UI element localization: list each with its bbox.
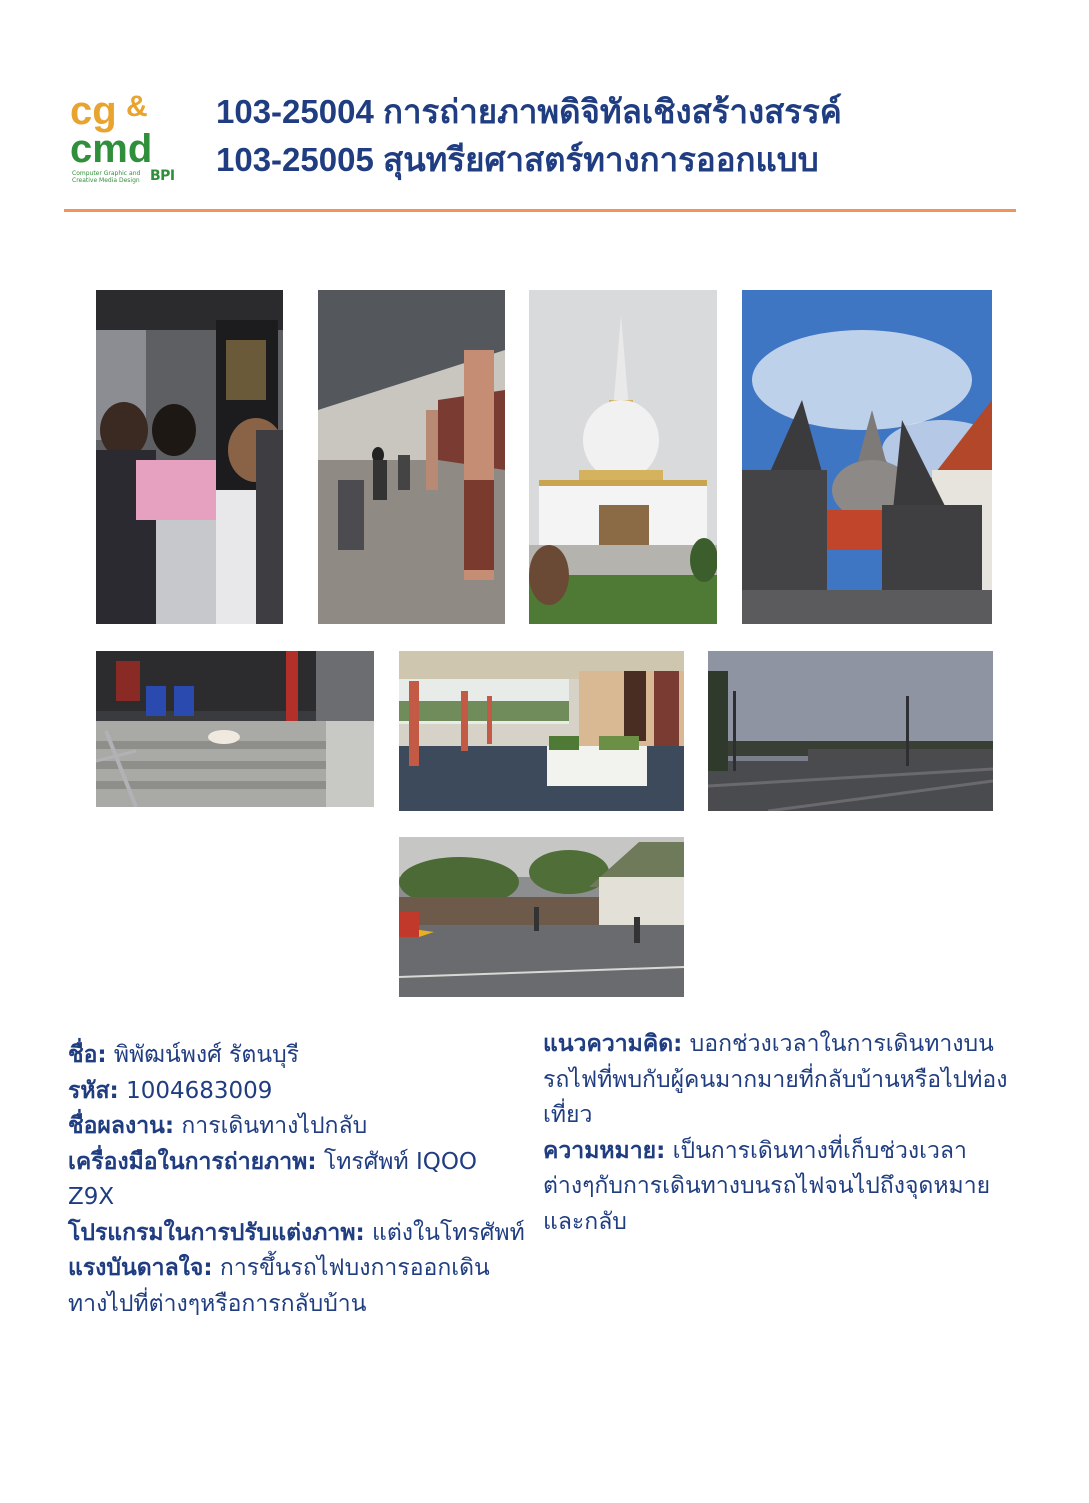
work-value: การเดินทางไปกลับ xyxy=(174,1113,368,1139)
photo-dog-on-station-steps xyxy=(96,651,374,807)
logo-subtitle: Computer Graphic and Creative Media Design xyxy=(72,170,141,184)
page-title xyxy=(216,88,842,184)
program-value: แต่งในโทรศัพท์ xyxy=(364,1219,525,1246)
info-left-column xyxy=(68,1038,528,1322)
meaning-field xyxy=(543,1134,1013,1241)
tool-label: เครื่องมือในการถ่ายภาพ: xyxy=(68,1148,317,1175)
info-right-column xyxy=(543,1027,1013,1240)
svg-text:cg: cg xyxy=(70,89,117,133)
svg-text:cmd: cmd xyxy=(70,127,153,166)
tool-value: โทรศัพท์ IQOO Z9X xyxy=(68,1148,478,1210)
work-label: ชื่อผลงาน: xyxy=(68,1113,175,1139)
meaning-value: เป็นการเดินทางที่เก็บช่วงเวลาต่างๆกับการเดินทางบนรถไฟจนไปถึงจุดหมายและกลับ xyxy=(543,1137,991,1235)
photo-passengers-inside-train xyxy=(96,290,283,624)
logo-brand: BPI xyxy=(150,168,175,184)
header-divider xyxy=(64,209,1016,212)
inspiration-field xyxy=(68,1251,528,1322)
cg-cmd-logo-mark xyxy=(70,86,182,166)
id-label: รหัส: xyxy=(68,1077,119,1104)
photo-white-stupa-temple xyxy=(529,290,717,624)
work-field xyxy=(68,1109,528,1145)
concept-value: บอกช่วงเวลาในการเดินทางบนรถไฟที่พบกับผู้คนมากมายที่กลับบ้านหรือไปท่องเที่ยว xyxy=(543,1031,1008,1128)
concept-field xyxy=(543,1027,1013,1134)
id-value: 1004683009 xyxy=(118,1077,273,1104)
inspiration-value: การขึ้นรถไฟบงการออกเดินทางไปที่ต่างๆหรือการกลับบ้าน xyxy=(68,1255,490,1317)
name-label: ชื่อ: xyxy=(68,1042,107,1068)
photo-station-walkway-with-pillars xyxy=(399,651,684,811)
tool-field xyxy=(68,1145,528,1216)
svg-text:&: & xyxy=(126,90,148,123)
course-title-1: 103-25004 การถ่ายภาพดิจิทัลเชิงสร้างสรรค์ xyxy=(216,93,842,130)
inspiration-label: แรงบันดาลใจ: xyxy=(68,1255,213,1281)
photo-railway-tracks-at-dusk xyxy=(708,651,993,811)
meaning-label: ความหมาย: xyxy=(543,1137,666,1164)
name-field xyxy=(68,1038,528,1074)
program-field xyxy=(68,1216,528,1252)
name-value: พิพัฒน์พงศ์ รัตนบุรี xyxy=(106,1042,300,1068)
course-title-2: 103-25005 สุนทรียศาสตร์ทางการออกแบบ xyxy=(216,141,819,178)
id-field xyxy=(68,1074,528,1110)
program-label: โปรแกรมในการปรับแต่งภาพ: xyxy=(68,1219,365,1246)
concept-label: แนวความคิด: xyxy=(543,1031,683,1057)
photo-train-station-platform xyxy=(318,290,505,624)
photo-station-yard-with-people xyxy=(399,837,684,997)
photo-dark-chedis-against-sky xyxy=(742,290,992,624)
course-logo xyxy=(70,86,182,192)
